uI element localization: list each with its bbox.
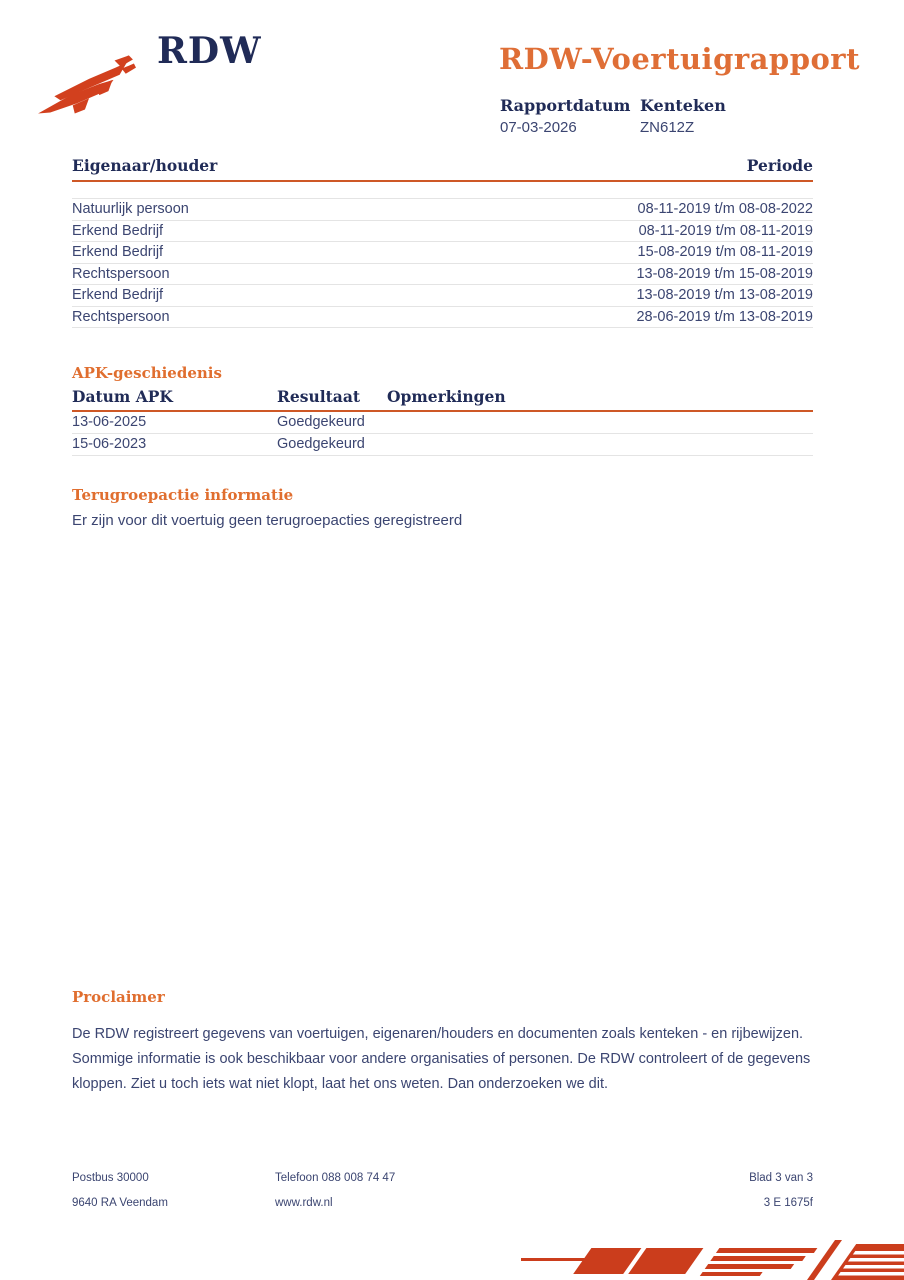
owner-type-cell: Erkend Bedrijf <box>72 287 164 303</box>
table-row <box>72 242 813 264</box>
footer-doc-code: 3 E 1675f <box>763 1196 813 1209</box>
recall-text: Er zijn voor dit voertuig geen terugroepacties geregistreerd <box>72 512 463 529</box>
table-row <box>72 434 813 456</box>
speed-lines-graphic <box>519 1240 904 1280</box>
apk-heading: APK-geschiedenis <box>72 364 222 382</box>
apk-remarks-cell <box>387 414 813 431</box>
footer-address-line1: Postbus 30000 <box>72 1172 149 1184</box>
owner-type-cell: Rechtspersoon <box>72 308 170 325</box>
footer-address-line2: 9640 RA Veendam <box>72 1196 168 1209</box>
footer-page-number: Blad 3 van 3 <box>749 1172 813 1184</box>
owner-table-header <box>72 156 813 182</box>
recall-section <box>72 486 813 529</box>
owner-period-cell: 15-08-2019 t/m 08-11-2019 <box>637 244 813 260</box>
apk-section <box>72 364 813 456</box>
owner-column-label: Eigenaar/houder <box>72 156 218 175</box>
recall-heading: Terugroepactie informatie <box>72 486 294 504</box>
owner-period-cell: 28-06-2019 t/m 13-08-2019 <box>636 308 813 325</box>
apk-result-column-label: Resultaat <box>277 387 361 406</box>
kenteken-value: ZN612Z <box>640 119 695 136</box>
page-footer <box>72 1166 813 1215</box>
footer-contact <box>275 1166 749 1215</box>
table-row <box>72 285 813 307</box>
owner-period-cell: 08-11-2019 t/m 08-11-2019 <box>638 222 813 239</box>
apk-result-cell: Goedgekeurd <box>277 436 365 452</box>
apk-date-column-label: Datum APK <box>72 387 173 406</box>
period-column-label: Periode <box>746 156 813 175</box>
table-row <box>72 412 813 434</box>
table-row <box>72 264 813 286</box>
apk-result-cell: Goedgekeurd <box>277 414 365 430</box>
report-date-value: 07-03-2026 <box>500 119 577 136</box>
rdw-feather-icon <box>36 54 138 118</box>
apk-remarks-column-label: Opmerkingen <box>387 387 506 406</box>
footer-website: www.rdw.nl <box>275 1196 333 1209</box>
proclaimer-text: De RDW registreert gegevens van voertuigen, eigenaren/houders en documenten zoals kenteken - en rijbewijzen. Sommige informatie is ook beschikbaar voor andere organisaties of personen. De RDW controleert of de gegevens kloppen. Ziet u toch iets wat niet klopt, laat het ons weten. Dan onderzoeken we dit. <box>72 1026 811 1092</box>
owner-type-cell: Rechtspersoon <box>72 265 170 282</box>
table-row <box>72 221 813 243</box>
rdw-wordmark: RDW <box>157 30 262 72</box>
apk-date-cell: 13-06-2025 <box>72 414 147 430</box>
owner-table <box>72 198 813 328</box>
proclaimer-heading: Proclaimer <box>72 988 165 1006</box>
owner-type-cell: Natuurlijk persoon <box>72 201 189 217</box>
table-row <box>72 307 813 329</box>
footer-address <box>72 1166 275 1215</box>
owner-type-cell: Erkend Bedrijf <box>72 222 164 239</box>
owner-type-cell: Erkend Bedrijf <box>72 244 164 260</box>
proclaimer-section <box>72 988 820 1097</box>
kenteken-label: Kenteken <box>640 96 726 115</box>
apk-table <box>72 412 813 456</box>
footer-phone: Telefoon 088 008 74 47 <box>275 1172 396 1184</box>
apk-remarks-cell <box>387 436 813 453</box>
owner-section <box>72 156 813 328</box>
owner-period-cell: 13-08-2019 t/m 13-08-2019 <box>636 287 813 303</box>
apk-date-cell: 15-06-2023 <box>72 436 147 452</box>
apk-table-header <box>72 388 813 412</box>
table-row <box>72 199 813 221</box>
footer-meta <box>749 1166 813 1215</box>
report-date-label: Rapportdatum <box>500 96 631 115</box>
owner-period-cell: 13-08-2019 t/m 15-08-2019 <box>636 265 813 282</box>
owner-period-cell: 08-11-2019 t/m 08-08-2022 <box>637 201 813 217</box>
report-title: RDW-Voertuigrapport <box>499 42 860 76</box>
